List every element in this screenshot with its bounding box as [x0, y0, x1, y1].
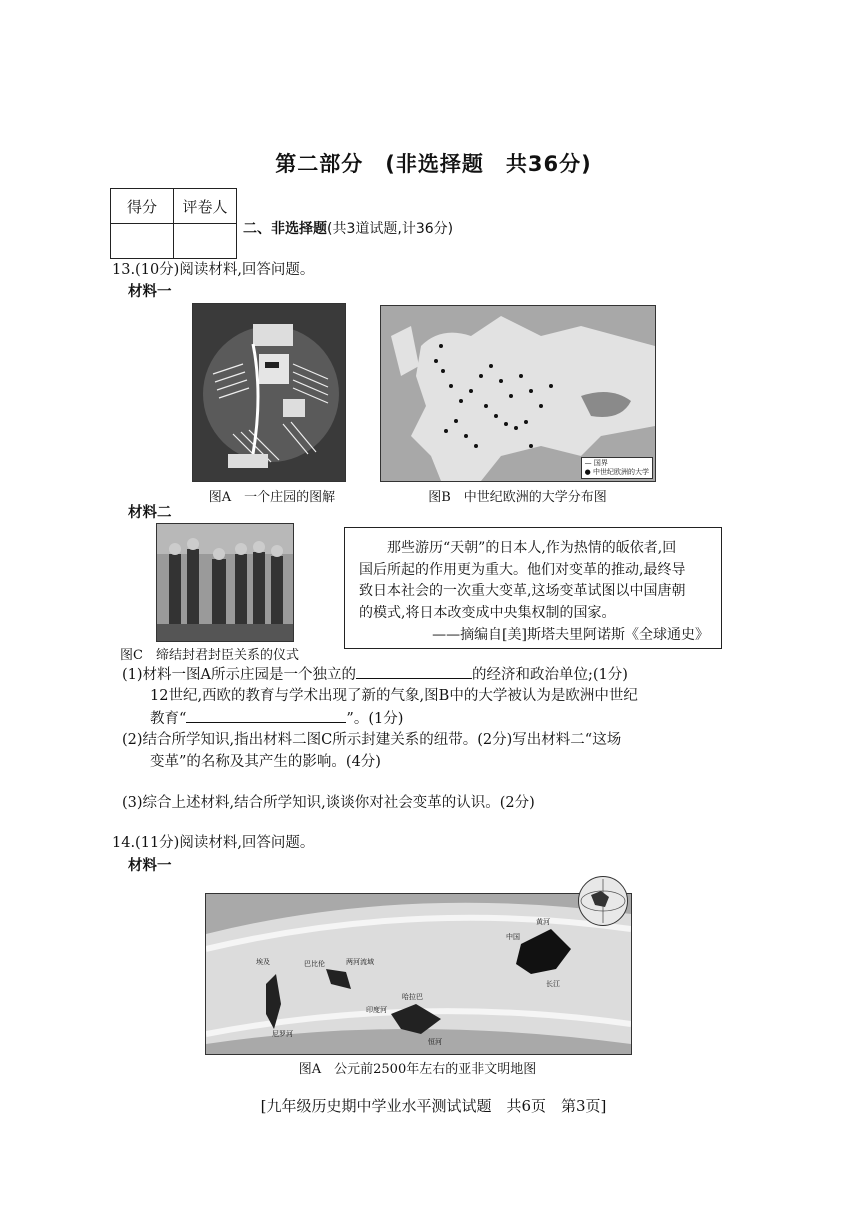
map-label-mesopotamia: 两河流域: [346, 958, 374, 966]
map-label-egypt: 埃及: [256, 958, 270, 966]
score-table: [110, 188, 237, 259]
figC-caption: 图C 缔结封君封臣关系的仪式: [120, 648, 299, 663]
map-label-ganges: 恒河: [428, 1038, 442, 1046]
q13-sub1-line2: 12世纪,西欧的教育与学术出现了新的气象,图B中的大学被认为是欧洲中世纪: [150, 688, 638, 704]
map-label-harappa: 哈拉巴: [402, 993, 423, 1001]
quote-box: [344, 527, 722, 649]
section-title: 二、非选择题: [243, 221, 327, 237]
q13-sub1-line1: [122, 664, 628, 687]
map-legend: [581, 457, 653, 479]
page-footer: [九年级历史期中学业水平测试试题 共6页 第3页]: [260, 1097, 607, 1115]
civilizations-map-image: [205, 893, 632, 1055]
map-label-yangtze: 长江: [546, 980, 560, 988]
border-legend-label: 国界: [593, 458, 608, 467]
quote-source: ——摘编自[美]斯塔夫里阿诺斯《全球通史》: [432, 626, 709, 643]
university-legend-icon: ●: [584, 467, 591, 476]
part-title: 第二部分 (非选择题 共36分): [275, 152, 592, 176]
manor-diagram-image: [192, 303, 346, 482]
section-heading: [243, 218, 453, 238]
q13-sub1-text-e: ”。(1分): [346, 711, 404, 727]
q13-sub2-line1: (2)结合所学知识,指出材料二图C所示封建关系的纽带。(2分)写出材料二“这场: [122, 732, 622, 748]
q13-sub2-line2: 变革”的名称及其产生的影响。(4分): [150, 754, 381, 770]
map-label-nile: 尼罗河: [272, 1030, 293, 1038]
border-legend-icon: —: [584, 458, 592, 467]
figB-caption: 图B 中世纪欧洲的大学分布图: [428, 490, 607, 505]
university-legend-label: 中世纪欧洲的大学: [593, 467, 649, 476]
section-subtitle: (共3道试题,计36分): [327, 221, 454, 237]
q14-material1-label: 材料一: [128, 858, 172, 874]
q14-stem: 14.(11分)阅读材料,回答问题。: [112, 835, 315, 851]
answer-blank-2[interactable]: [186, 708, 346, 723]
q13-stem: 13.(10分)阅读材料,回答问题。: [112, 262, 315, 278]
q13-sub1-text-b: 的经济和政治单位;(1分): [472, 667, 628, 683]
map-label-china: 中国: [506, 933, 520, 941]
figA-caption: 图A 一个庄园的图解: [208, 490, 336, 505]
q13-material2-label: 材料二: [128, 505, 172, 521]
map-label-babylon: 巴比伦: [304, 960, 325, 968]
globe-icon: [578, 876, 628, 926]
map-label-yellow-river: 黄河: [536, 918, 550, 926]
q13-sub1-text-d: 教育“: [150, 711, 187, 727]
homage-ceremony-image: [156, 523, 294, 642]
grader-cell[interactable]: [174, 224, 237, 259]
quote-line: 那些游历“天朝”的日本人,作为热情的皈依者,回: [387, 540, 677, 556]
q14-figA-caption: 图A 公元前2500年左右的亚非文明地图: [298, 1062, 537, 1077]
score-cell[interactable]: [111, 224, 174, 259]
answer-blank-1[interactable]: [356, 664, 472, 679]
map-label-indus: 印度河: [366, 1006, 387, 1014]
quote-line: 致日本社会的一次重大变革,这场变革试图以中国唐朝: [359, 583, 686, 600]
grader-header: 评卷人: [174, 189, 237, 224]
q13-sub1-text-a: (1)材料一图A所示庄园是一个独立的: [122, 667, 357, 683]
quote-line: 的模式,将日本改变成中央集权制的国家。: [359, 605, 616, 622]
score-header: 得分: [111, 189, 174, 224]
universities-map-image: [380, 305, 656, 482]
quote-line: 国后所起的作用更为重大。他们对变革的推动,最终导: [359, 561, 686, 578]
q13-material1-label: 材料一: [128, 284, 172, 300]
q13-sub3: (3)综合上述材料,结合所学知识,谈谈你对社会变革的认识。(2分): [122, 795, 535, 811]
q13-sub1-line3: [150, 708, 403, 731]
